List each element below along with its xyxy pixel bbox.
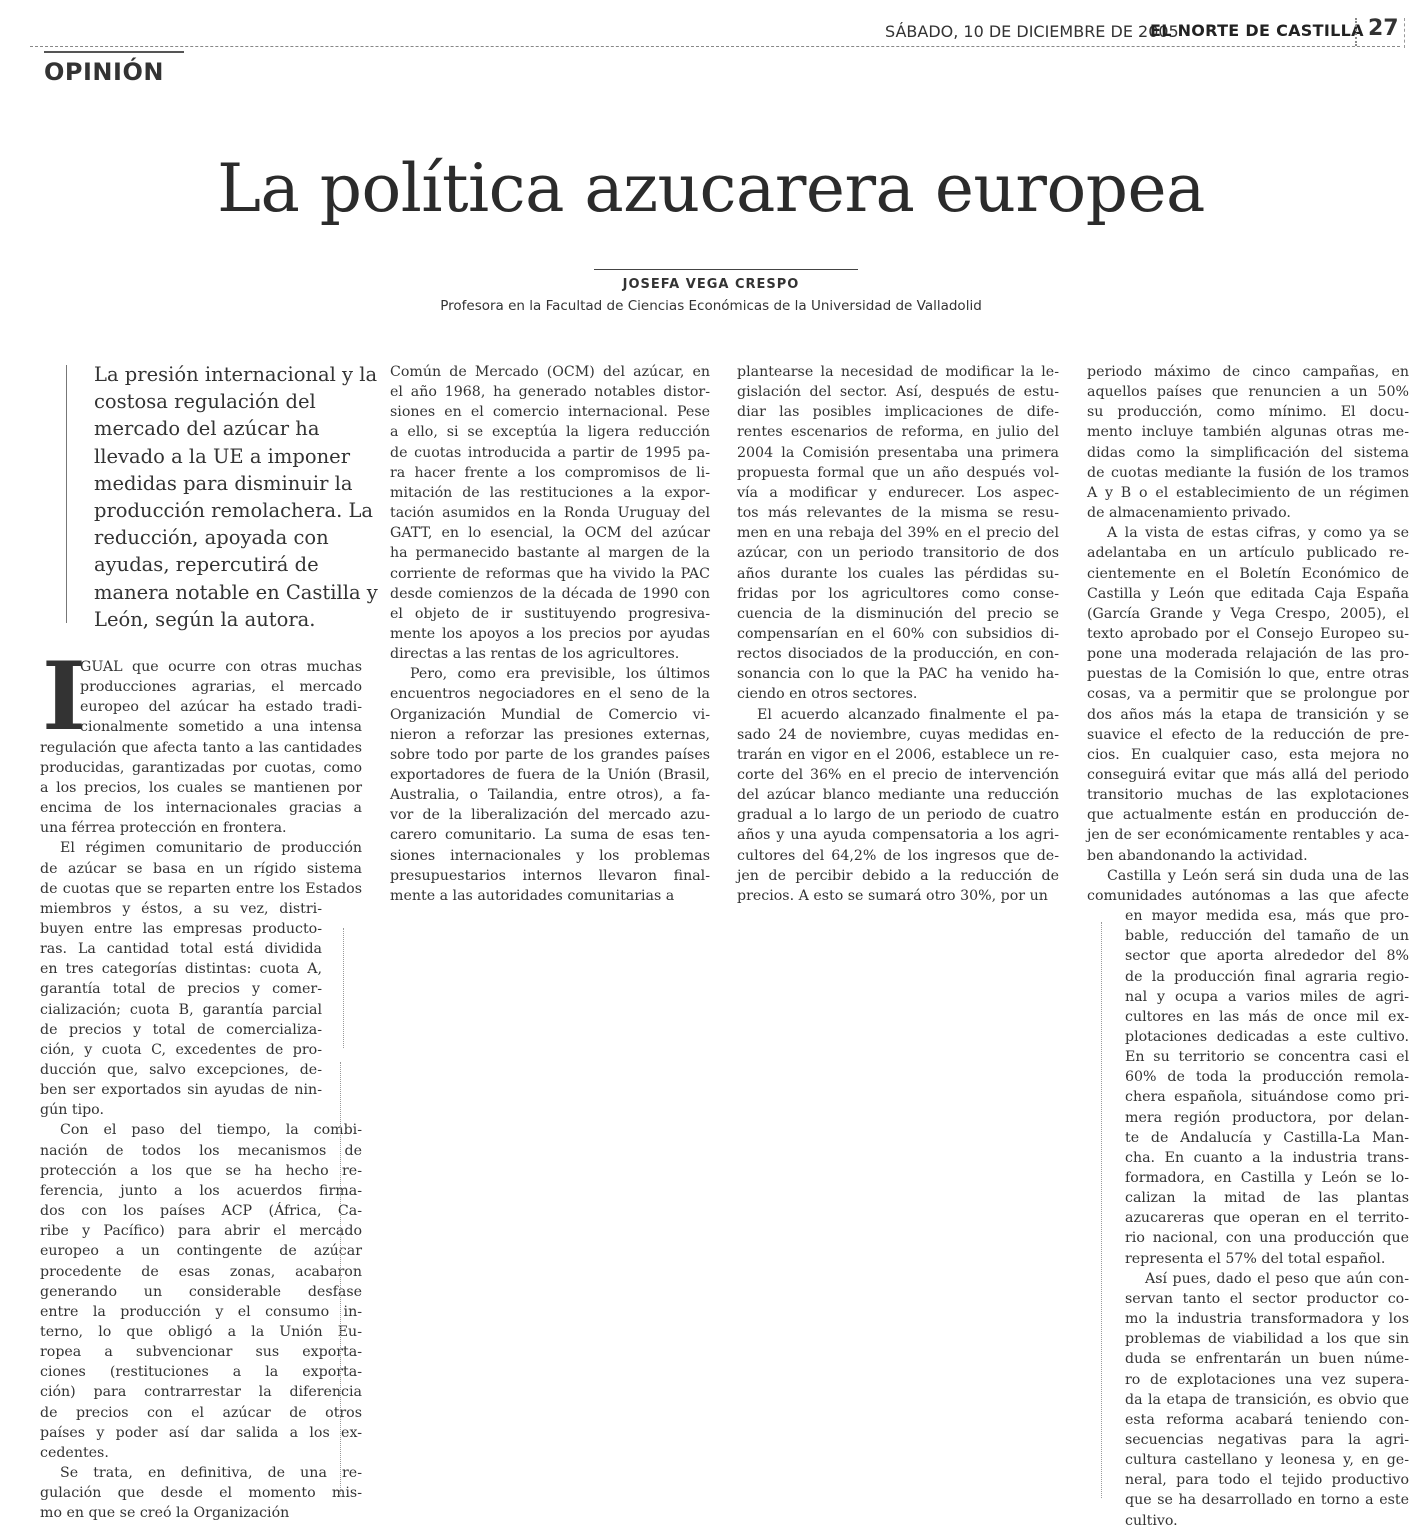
text-line: men en una rebaja del 39% en el precio del [737, 525, 1059, 542]
text-line: vía a modificar y endurecer. Los aspec- [737, 484, 1059, 501]
text-line: propuesta formal que un año después vol- [737, 464, 1059, 481]
text-line: bable, reducción del tamaño de un [1125, 928, 1409, 945]
text-line: el objeto de ir sustituyendo progresiva- [390, 605, 710, 622]
article-lead [94, 361, 378, 633]
text-line: 60% de toda la producción remola- [1125, 1069, 1409, 1086]
text-line: En su territorio se concentra casi el [1125, 1049, 1409, 1066]
text-line: ras. La cantidad total está dividida [40, 941, 322, 958]
text-line: cientemente en el Boletín Económico de [1087, 565, 1409, 582]
text-line: de precios con el azúcar de otros [40, 1404, 362, 1421]
text-line: ben ser exportados sin ayudas de nin- [40, 1082, 322, 1099]
text-line: periodo máximo de cinco campañas, en [1087, 364, 1409, 380]
header-rule [30, 46, 1400, 47]
lead-line: medidas para disminuir la [94, 471, 353, 495]
text-line: ciendo en otros sectores. [737, 686, 918, 703]
text-line: mo en que se creó la Organización [40, 1505, 290, 1522]
text-line: de cuotas mediante la fusión de los tramos [1087, 464, 1409, 481]
text-line: cha. En cuanto a la industria trans- [1125, 1149, 1409, 1166]
text-line: terno, lo que obligó a la Unión Eu- [40, 1323, 362, 1340]
lead-line: producción remolachera. La [94, 499, 374, 523]
text-line: buyen entre las empresas producto- [40, 920, 322, 937]
lead-line: León, según la autora. [94, 607, 316, 631]
text-line: sobre todo por parte de los grandes países [390, 746, 710, 763]
text-line: ción) para contrarrestar la diferencia [40, 1384, 362, 1401]
text-line: transitorio muchas de las explotaciones [1087, 787, 1409, 804]
section-label: OPINIÓN [44, 58, 164, 86]
text-line: sector que aporta alrededor del 8% [1125, 948, 1409, 965]
text-line: europeo del azúcar ha estado tradi- [80, 699, 362, 716]
text-line: encuentros negociadores en el seno de la [390, 686, 710, 703]
text-line: carero comunitario. La suma de esas ten- [390, 827, 710, 844]
text-line: rectos disociados de la producción, en con- [737, 646, 1059, 663]
text-line: esta reforma acabará teniendo con- [1125, 1411, 1409, 1428]
text-line: corte del 36% en el precio de intervención [737, 767, 1059, 783]
text-line: a ello, si se exceptúa la ligera reducción [390, 424, 710, 441]
text-line: presupuestarios internos llevaron final- [390, 867, 710, 884]
text-line: plotaciones dedicadas a este cultivo. [1125, 1028, 1409, 1045]
byline-rule [594, 269, 858, 270]
text-line: mitación de las restituciones a la expor- [390, 484, 710, 501]
text-line: comunidades autónomas a las que afecte [1087, 887, 1409, 904]
text-line: representa el 57% del total español. [1125, 1250, 1386, 1267]
text-line: ben abandonando la actividad. [1087, 847, 1308, 864]
text-line: Castilla y León que editada Caja España [1087, 585, 1409, 602]
text-line: vor de la liberalización del mercado azu- [390, 807, 710, 824]
text-line: entre la producción y el consumo in- [40, 1303, 362, 1320]
article-title: La política azucarera europea [217, 150, 1205, 227]
text-line: cultura castellano y leonesa y, en ge- [1125, 1452, 1409, 1469]
text-line: mente los apoyos a los precios por ayudas [390, 625, 710, 642]
text-line: azúcar, con un periodo transitorio de dos [737, 545, 1059, 562]
text-line: trarán en vigor en el 2006, establece un re- [737, 746, 1059, 763]
text-line: del azúcar blanco mediante una reducción [737, 787, 1059, 804]
text-line: gradual a lo largo de un periodo de cuatro [737, 807, 1059, 824]
text-line: cialización; cuota B, garantía parcial [40, 1001, 322, 1018]
text-line: mera región productora, por delan- [1125, 1109, 1409, 1126]
text-line: de cuotas que se reparten entre los Estados [40, 880, 362, 897]
text-line: fridas por los agricultores como conse- [737, 585, 1059, 602]
text-line: diar las posibles implicaciones de dife- [737, 404, 1059, 421]
lead-bar [66, 365, 67, 623]
text-line: adelantaba en un artículo publicado re- [1087, 545, 1409, 562]
text-line: gún tipo. [40, 1102, 104, 1119]
text-line: suavice el efecto de la reducción de pre- [1087, 726, 1409, 743]
lead-line: llevado a la UE a imponer [94, 444, 351, 468]
lead-line: reducción, apoyada con [94, 526, 329, 550]
text-line: Australia, o Tailandia, entre otros), a fa- [390, 787, 710, 804]
text-line: mento incluye también algunas otras me- [1087, 424, 1409, 441]
text-line: ferencia, junto a los acuerdos firma- [40, 1182, 362, 1199]
text-line: duda se enfrentarán un buen núme- [1125, 1351, 1409, 1368]
text-line: secuencias negativas para la agri- [1125, 1431, 1409, 1448]
text-line: El régimen comunitario de producción [60, 840, 362, 857]
text-line: el año 1968, ha generado notables distor- [390, 384, 710, 401]
text-line: que actualmente están en producción de- [1087, 807, 1409, 824]
text-line: cionalmente sometido a una intensa [80, 719, 362, 736]
text-line: formadora, en Castilla y León se lo- [1125, 1170, 1409, 1186]
text-line: generando un considerable desfase [40, 1283, 362, 1300]
text-line: de cuotas introducida a partir de 1995 pa- [390, 444, 710, 461]
text-line: exportadores de fuera de la Unión (Brasil, [390, 767, 710, 783]
text-line: tos más relevantes de la misma se resu- [737, 505, 1059, 522]
text-line: encima de los internacionales gracias a [40, 800, 362, 817]
text-line: ra hacer frente a los compromisos de li- [390, 464, 710, 481]
text-line: ribe y Pacífico) para abrir el mercado [40, 1223, 362, 1240]
text-line: problemas de viabilidad a los que sin [1125, 1331, 1409, 1348]
lead-line: ayudas, repercutirá de [94, 553, 319, 577]
text-line: Común de Mercado (OCM) del azúcar, en [390, 364, 710, 380]
text-line: mo la industria transformadora y los [1125, 1311, 1409, 1328]
text-line: didas como la simplificación del sistema [1087, 444, 1409, 461]
text-line: sonancia con lo que la PAC ha venido ha- [737, 666, 1059, 683]
text-line: gislación del sector. Así, después de estu- [737, 384, 1059, 401]
text-line: da la etapa de transición, es obvio que [1125, 1391, 1409, 1408]
text-line: rentes escenarios de reforma, en julio del [737, 424, 1059, 441]
text-line: te de Andalucía y Castilla-La Man- [1125, 1129, 1409, 1146]
text-line: GUAL que ocurre con otras muchas [80, 659, 362, 675]
text-line: (García Grande y Vega Crespo, 2005), el [1087, 605, 1409, 622]
section-rule [44, 51, 184, 53]
text-line: chera española, situándose como pri- [1125, 1089, 1409, 1106]
text-line: años y una ayuda compensatoria a los agri- [737, 827, 1059, 844]
text-line: de azúcar se basa en un rígido sistema [40, 860, 362, 877]
text-line: texto aprobado por el Consejo Europeo su- [1087, 625, 1409, 642]
text-line: Así pues, dado el peso que aún con- [1145, 1270, 1409, 1287]
text-line: en tres categorías distintas: cuota A, [40, 961, 322, 978]
text-line: de la producción final agraria regio- [1125, 968, 1409, 985]
text-line: ción, y cuota C, excedentes de pro- [40, 1041, 322, 1058]
text-line: servan tanto el sector productor co- [1125, 1290, 1409, 1307]
text-line: El acuerdo alcanzado finalmente el pa- [757, 706, 1059, 723]
header-separator [1355, 18, 1357, 46]
text-line: regulación que afecta tanto a las cantidades [40, 739, 362, 756]
text-line: ropea a subvencionar sus exporta- [40, 1344, 362, 1361]
text-line: que se ha desarrollado en torno a este [1125, 1492, 1409, 1509]
page-edge-rule [1404, 18, 1405, 48]
text-line: cultores en las más de once mil ex- [1125, 1008, 1409, 1025]
text-line: en mayor medida esa, más que pro- [1125, 908, 1409, 925]
text-line: miembros y éstos, a su vez, distri- [40, 900, 322, 917]
text-line: procedente de esas zonas, acabaron [40, 1263, 362, 1280]
text-line: producciones agrarias, el mercado [80, 679, 362, 696]
text-line: producidas, garantizadas por cuotas, como [40, 759, 362, 776]
text-line: GATT, en lo esencial, la OCM del azúcar [390, 525, 710, 542]
text-line: desde comienzos de la década de 1990 con [390, 585, 710, 602]
text-line: protección a los que se ha hecho re- [40, 1162, 362, 1179]
text-line: plantearse la necesidad de modificar la le- [737, 364, 1059, 380]
newspaper-name: EL NORTE DE CASTILLA [1150, 21, 1364, 40]
lead-line: manera notable en Castilla y [94, 580, 378, 604]
text-line: europeo a un contingente de azúcar [40, 1243, 362, 1260]
text-line: gulación que desde el momento mis- [40, 1485, 362, 1502]
text-line: tación asumidos en la Ronda Uruguay del [390, 505, 710, 522]
text-line: directas a las rentas de los agricultores. [390, 646, 680, 663]
column-rule [343, 928, 344, 1048]
text-line: su producción, como mínimo. El docu- [1087, 404, 1409, 421]
drop-cap: I [42, 642, 86, 752]
column-rule [340, 1062, 341, 1494]
text-line: cedentes. [40, 1444, 109, 1461]
text-line: de almacenamiento privado. [1087, 505, 1291, 522]
text-line: cultores del 64,2% de los ingresos que de- [737, 847, 1059, 864]
text-line: corriente de reformas que ha vivido la PAC [390, 565, 710, 582]
text-line: países y poder así dar salida a los ex- [40, 1424, 362, 1441]
text-line: aquellos países que renuncien a un 50% [1087, 384, 1409, 401]
text-line: ha permanecido bastante al margen de la [390, 545, 710, 562]
author-affiliation: Profesora en la Facultad de Ciencias Económicas de la Universidad de Valladolid [440, 298, 982, 314]
text-line: puestas de la Comisión lo que, entre otras [1087, 666, 1409, 683]
text-line: precios. A esto se sumará otro 30%, por un [737, 887, 1048, 904]
text-line: nieron a reforzar las presiones externas, [390, 726, 710, 743]
text-line: cosas, va a permitir que se prolongue por [1087, 686, 1409, 703]
issue-date: SÁBADO, 10 DE DICIEMBRE DE 2005 [885, 22, 1179, 41]
text-line: nación de todos los mecanismos de [40, 1142, 362, 1159]
column-rule [1101, 922, 1102, 1498]
text-line: jen de ser económicamente rentables y aca- [1087, 827, 1409, 844]
text-line: dos años más la etapa de transición y se [1087, 706, 1409, 723]
text-line: ro de explotaciones una vez supera- [1125, 1371, 1409, 1388]
text-line: ducción que, salvo excepciones, de- [40, 1062, 322, 1078]
lead-line: costosa regulación del [94, 390, 316, 414]
text-line: Organización Mundial de Comercio vi- [390, 706, 710, 723]
lead-line: mercado del azúcar ha [94, 417, 320, 441]
text-line: a los precios, los cuales se mantienen por [40, 779, 362, 796]
text-line: Se trata, en definitiva, de una re- [60, 1465, 362, 1481]
lead-line: La presión internacional y la [94, 363, 378, 386]
text-line: de precios y total de comercializa- [40, 1021, 322, 1038]
text-line: azucareras que operan en el territo- [1125, 1210, 1409, 1227]
text-line: siones en el comercio internacional. Pese [390, 404, 710, 421]
text-line: cios. En cualquier caso, esta mejora no [1087, 746, 1409, 763]
text-line: años durante los cuales las pérdidas su- [737, 565, 1059, 582]
page-number: 27 [1368, 16, 1399, 41]
text-line: conseguirá evitar que más allá del periodo [1087, 767, 1409, 783]
text-line: Con el paso del tiempo, la combi- [60, 1122, 362, 1139]
author-name: JOSEFA VEGA CRESPO [622, 277, 800, 292]
text-line: una férrea protección en frontera. [40, 820, 287, 837]
text-line: Pero, como era previsible, los últimos [410, 666, 710, 683]
text-line: A la vista de estas cifras, y como ya se [1107, 525, 1409, 542]
text-line: garantía total de precios y comer- [40, 981, 322, 998]
text-line: nal y ocupa a varios miles de agri- [1125, 988, 1409, 1005]
text-line: dos con los países ACP (África, Ca- [40, 1203, 362, 1220]
text-line: ciones (restituciones a la exporta- [40, 1364, 362, 1381]
text-line: cultivo. [1125, 1512, 1178, 1529]
text-line: mente a las autoridades comunitarias a [390, 887, 675, 904]
text-line: sado 24 de noviembre, cuyas medidas en- [737, 726, 1059, 743]
text-line: neral, para todo el tejido productivo [1125, 1472, 1409, 1489]
text-line: rio nacional, con una producción que [1125, 1230, 1409, 1247]
text-line: compensarían en el 60% con subsidios di- [737, 625, 1059, 642]
text-line: siones internacionales y los problemas [390, 847, 710, 864]
text-line: pone una moderada relajación de las pro- [1087, 646, 1409, 663]
text-line: 2004 la Comisión presentaba una primera [737, 444, 1059, 461]
text-line: cuencia de la disminución del precio se [737, 605, 1059, 622]
text-line: calizan la mitad de las plantas [1125, 1190, 1409, 1207]
text-line: A y B o el establecimiento de un régimen [1087, 484, 1409, 501]
text-line: jen de percibir debido a la reducción de [737, 867, 1059, 884]
text-line: Castilla y León será sin duda una de las [1107, 867, 1409, 884]
